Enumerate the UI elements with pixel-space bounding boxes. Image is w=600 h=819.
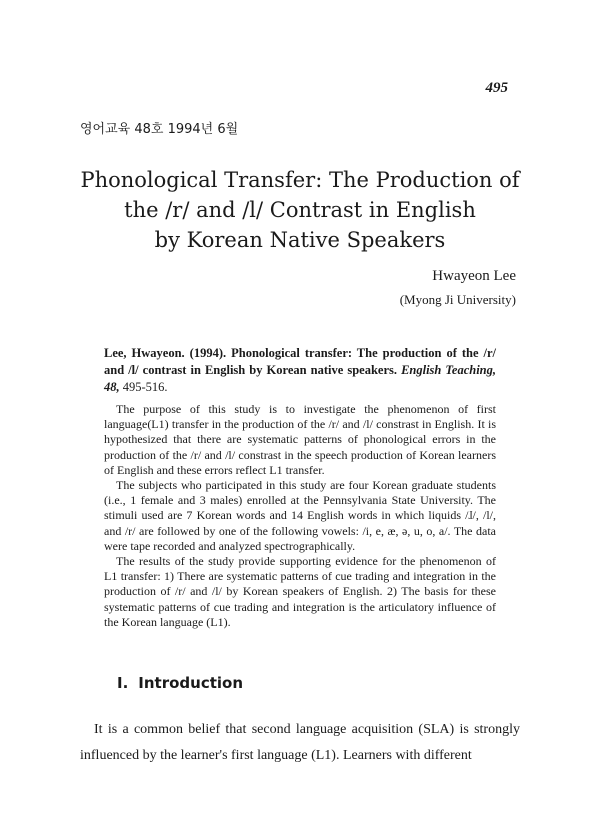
paper-title xyxy=(60,165,540,255)
citation-journal: English Teaching, 48, xyxy=(104,363,497,394)
abstract-paragraph-1: The purpose of this study is to investigate the phenomenon of first language(L1) transfer in the production of the /r/ and /l/ constrast in English. It is hypothesized that there are systematic patterns of phonological errors in the production of the /r/ and /l/ constrast in the speech production of Korean learners of English and these errors reflect L1 transfer. xyxy=(104,402,496,477)
section-title: Introduction xyxy=(138,674,244,692)
citation xyxy=(104,345,496,396)
author-name: Hwayeon Lee xyxy=(432,268,516,284)
page-number: 495 xyxy=(485,80,508,96)
abstract-paragraph-2: The subjects who participated in this study are four Korean graduate students (i.e., 1 female and 3 males) enrolled at the Pennsylvania State University. The stimuli used are 7 Korean words and 14 English words in which liquids /ɺ/, /l/, and /r/ are followed by one of the following vowels: /i, e, æ, ə, u, o, a/. The data were tape recorded and analyzed spectrographically. xyxy=(104,478,496,553)
citation-pages: 495-516. xyxy=(122,380,168,394)
intro-paragraph: It is a common belief that second language acquisition (SLA) is strongly influenced by the learner's first language (L1). Learners with different xyxy=(80,722,520,763)
section-numeral: I. xyxy=(117,674,129,692)
section-heading-introduction xyxy=(117,674,243,692)
title-line-3: by Korean Native Speakers xyxy=(154,228,446,252)
title-line-1: Phonological Transfer: The Production of xyxy=(80,168,520,192)
title-line-2: the /r/ and /l/ Contrast in English xyxy=(124,198,476,222)
abstract-paragraph-3: The results of the study provide supporting evidence for the phenomenon of L1 transfer: 1) There are systematic patterns of cue trading and integration in the production of /r/ and /l/ by Korean speakers of English. 2) The basis for these systematic patterns of cue trading and integration is the articulatory influence of the Korean language (L1). xyxy=(104,554,496,629)
citation-text: Lee, Hwayeon. (1994). Phonological transfer: The production of the /r/ and /l/ contrast in English by Korean native speakers. xyxy=(104,346,496,377)
author-affiliation: (Myong Ji University) xyxy=(399,292,516,307)
journal-info: 영어교육 48호 1994년 6월 xyxy=(80,122,239,137)
abstract xyxy=(104,402,496,630)
